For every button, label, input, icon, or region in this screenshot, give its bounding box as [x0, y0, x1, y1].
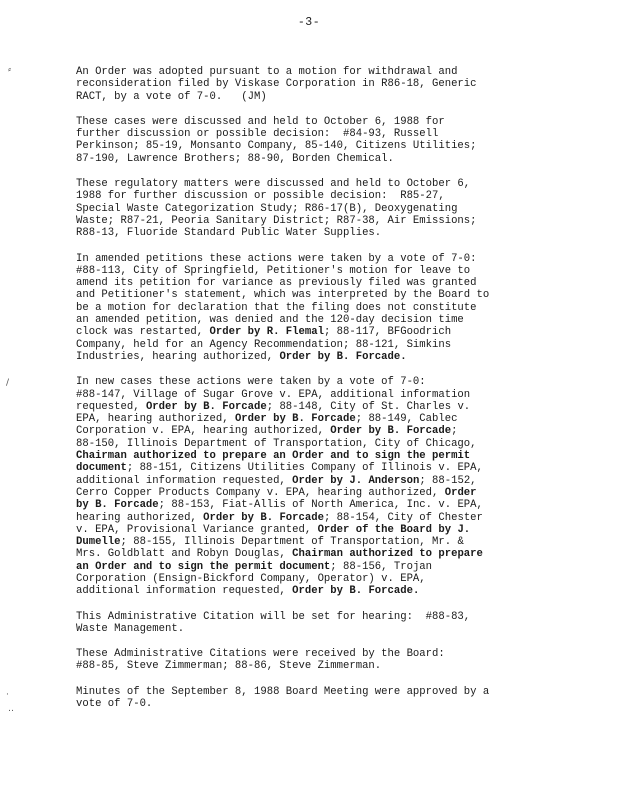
- text-segment: ; 88-148, City of St. Charles v.: [266, 400, 471, 413]
- text-segment: An Order was adopted pursuant to a motion for withdrawal and: [76, 66, 458, 78]
- text-segment: In new cases these actions were taken by a vote of 7-0:: [76, 376, 426, 389]
- text-segment: #88-147, Village of Sugar Grove v. EPA, additional information: [76, 388, 471, 401]
- text-line: [76, 425, 554, 437]
- bold-text-segment: document: [76, 462, 127, 475]
- paragraph-cases-held-october: [76, 116, 554, 165]
- text-line: [76, 438, 554, 450]
- bold-text-segment: Order: [444, 486, 477, 499]
- text-line: [76, 648, 554, 660]
- text-line: [76, 524, 554, 536]
- text-segment: an amended petition, was denied and the 120-day decision time: [76, 314, 464, 327]
- text-segment: be a motion for declaration that the filing does not constitute: [76, 301, 477, 314]
- text-segment: 1988 for further discussion or possible decision: R85-27,: [76, 190, 445, 203]
- text-segment: v. EPA, Provisional Variance granted,: [76, 523, 318, 536]
- text-line: [76, 153, 554, 165]
- text-line: [76, 536, 554, 548]
- bold-text-segment: Order by R. Flemal: [209, 326, 324, 339]
- text-line: [76, 190, 554, 202]
- text-segment: #88-85, Steve Zimmerman; 88-86, Steve Zimmerman.: [76, 660, 382, 673]
- text-line: [76, 215, 554, 227]
- text-line: [76, 462, 554, 474]
- text-segment: Special Waste Categorization Study; R86-17(B), Deoxygenating: [76, 202, 458, 215]
- bold-text-segment: Order by B. Forcade.: [292, 585, 420, 598]
- paragraph-amended-petitions: [76, 253, 554, 364]
- text-segment: Cerro Copper Products Company v. EPA, hearing authorized,: [76, 486, 445, 499]
- text-line: [76, 573, 554, 585]
- text-segment: 87-190, Lawrence Brothers; 88-90, Borden Chemical.: [76, 152, 394, 165]
- text-line: [76, 660, 554, 672]
- paragraph-administrative-citation-hearing: [76, 611, 554, 636]
- text-segment: Corporation v. EPA, hearing authorized,: [76, 425, 331, 438]
- text-segment: additional information requested,: [76, 474, 293, 487]
- bold-text-segment: Order by B. Forcade: [234, 413, 356, 426]
- paragraph-order-withdrawal: [76, 66, 554, 103]
- bold-text-segment: Order by B. Forcade: [330, 425, 452, 438]
- text-line: [76, 178, 554, 190]
- text-segment: Minutes of the September 8, 1988 Board Meeting were approved by a: [76, 685, 490, 698]
- text-line: [76, 686, 554, 698]
- text-line: [76, 413, 554, 425]
- text-segment: Waste; R87-21, Peoria Sanitary District; R87-38, Air Emissions;: [76, 214, 477, 227]
- text-segment: 88-150, Illinois Department of Transportation, City of Chicago,: [76, 437, 477, 450]
- text-segment: R88-13, Fluoride Standard Public Water Supplies.: [76, 227, 382, 240]
- text-segment: Corporation (Ensign-Bickford Company, Operator) v. EPA,: [76, 572, 426, 585]
- text-segment: In amended petitions these actions were taken by a vote of 7-0:: [76, 252, 477, 265]
- paragraph-minutes-approved: [76, 686, 554, 711]
- text-line: [76, 253, 554, 265]
- text-segment: reconsideration filed by Viskase Corporation in R86-18, Generic: [76, 78, 477, 91]
- text-line: [76, 339, 554, 351]
- text-segment: vote of 7-0.: [76, 698, 153, 711]
- text-line: [76, 487, 554, 499]
- text-segment: ; 88-149, Cablec: [355, 413, 458, 426]
- text-segment: Waste Management.: [76, 622, 185, 635]
- text-segment: EPA, hearing authorized,: [76, 413, 235, 426]
- text-segment: hearing authorized,: [76, 511, 204, 524]
- text-segment: ; 88-153, Fiat-Allis of North America, Inc. v. EPA,: [158, 499, 483, 512]
- bold-text-segment: Order by B. Forcade: [145, 400, 267, 413]
- text-line: [76, 91, 554, 103]
- paragraph-new-cases: [76, 376, 554, 597]
- bold-text-segment: Order of the Board by J.: [317, 523, 471, 536]
- text-line: [76, 302, 554, 314]
- text-line: [76, 289, 554, 301]
- text-segment: ; 88-152,: [419, 474, 477, 487]
- text-segment: ; 88-151, Citizens Utilities Company of Illinois v. EPA,: [126, 462, 483, 475]
- text-segment: These cases were discussed and held to October 6, 1988 for: [76, 115, 445, 128]
- text-line: [76, 227, 554, 239]
- text-line: [76, 389, 554, 401]
- text-segment: These Administrative Citations were received by the Board:: [76, 648, 445, 661]
- text-line: [76, 450, 554, 462]
- text-segment: requested,: [76, 400, 146, 413]
- text-segment: Industries, hearing authorized,: [76, 350, 280, 363]
- text-line: [76, 203, 554, 215]
- bold-text-segment: Dumelle: [76, 536, 121, 549]
- margin-mark: ·: [6, 690, 9, 700]
- text-line: [76, 277, 554, 289]
- text-segment: Company, held for an Agency Recommendation; 88-121, Simkins: [76, 338, 452, 351]
- bold-text-segment: Order by B. Forcade: [203, 511, 324, 524]
- margin-mark: /: [6, 378, 10, 388]
- text-segment: Mrs. Goldblatt and Robyn Douglas,: [76, 548, 293, 561]
- text-segment: ; 88-156, Trojan: [330, 560, 433, 573]
- text-line: [76, 611, 554, 623]
- text-line: [76, 78, 554, 90]
- bold-text-segment: Chairman authorized to prepare an Order and to sign the permit: [76, 450, 471, 463]
- text-line: [76, 561, 554, 573]
- text-segment: These regulatory matters were discussed and held to October 6,: [76, 178, 471, 191]
- text-line: [76, 265, 554, 277]
- text-line: [76, 698, 554, 710]
- text-line: [76, 314, 554, 326]
- text-line: [76, 585, 554, 597]
- bold-text-segment: by B. Forcade: [76, 499, 159, 512]
- text-segment: ; 88-154, City of Chester: [323, 511, 483, 524]
- text-segment: ; 88-155, Illinois Department of Transportation, Mr. &: [120, 536, 464, 549]
- bold-text-segment: Chairman authorized to prepare: [292, 548, 483, 561]
- text-line: [76, 623, 554, 635]
- paragraph-regulatory-matters: [76, 178, 554, 239]
- text-segment: ; 88-117, BFGoodrich: [323, 326, 452, 339]
- paragraph-administrative-citations-received: [76, 648, 554, 673]
- bold-text-segment: Order by J. Anderson: [292, 474, 420, 487]
- margin-mark: ‥: [8, 704, 15, 714]
- text-segment: additional information requested,: [76, 585, 293, 598]
- text-segment: ;: [451, 425, 458, 438]
- text-line: [76, 475, 554, 487]
- text-line: [76, 512, 554, 524]
- text-line: [76, 376, 554, 388]
- text-line: [76, 116, 554, 128]
- text-line: [76, 401, 554, 413]
- text-line: [76, 499, 554, 511]
- text-line: [76, 66, 554, 78]
- text-segment: Perkinson; 85-19, Monsanto Company, 85-140, Citizens Utilities;: [76, 140, 477, 153]
- margin-mark: ⸗: [8, 65, 11, 75]
- text-segment: This Administrative Citation will be set for hearing: #88-83,: [76, 610, 471, 623]
- text-line: [76, 140, 554, 152]
- text-segment: RACT, by a vote of 7-0. (JM): [76, 90, 267, 103]
- text-line: [76, 128, 554, 140]
- text-line: [76, 351, 554, 363]
- text-segment: #88-113, City of Springfield, Petitioner's motion for leave to: [76, 264, 471, 277]
- text-segment: further discussion or possible decision: #84-93, Russell: [76, 128, 439, 141]
- page-number: -3-: [297, 16, 321, 29]
- text-segment: clock was restarted,: [76, 326, 210, 339]
- bold-text-segment: an Order and to sign the permit document: [76, 560, 331, 573]
- text-segment: amend its petition for variance as previously filed was granted: [76, 277, 477, 290]
- bold-text-segment: Order by B. Forcade.: [279, 350, 407, 363]
- text-segment: and Petitioner's statement, which was interpreted by the Board to: [76, 289, 490, 302]
- document-body: [76, 66, 554, 723]
- text-line: [76, 548, 554, 560]
- text-line: [76, 326, 554, 338]
